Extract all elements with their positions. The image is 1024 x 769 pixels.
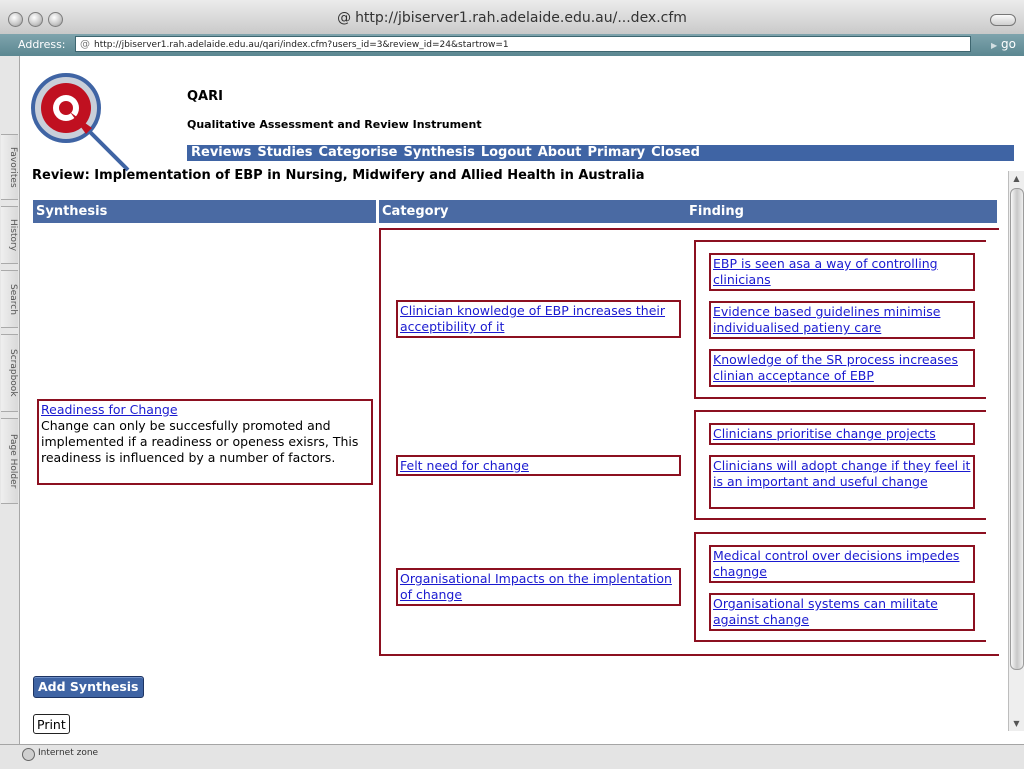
review-title: Review: Implementation of EBP in Nursing, Midwifery and Allied Health in Australia: [32, 168, 645, 183]
window-titlebar: [0, 0, 1024, 35]
at-icon: @: [80, 39, 90, 50]
finding-link[interactable]: Clinicians prioritise change projects: [713, 426, 936, 441]
category-link[interactable]: Organisational Impacts on the implentation of change: [400, 571, 672, 602]
finding-link[interactable]: Medical control over decisions impedes chagnge: [713, 548, 960, 579]
app-name: QARI: [187, 89, 223, 104]
finding-link[interactable]: Knowledge of the SR process increases clinian acceptance of EBP: [713, 352, 958, 383]
synthesis-column-header: Synthesis: [33, 200, 376, 223]
finding-column-header: Finding: [689, 204, 744, 219]
explorer-sidebar: [0, 56, 20, 744]
finding-link[interactable]: Evidence based guidelines minimise individualised patieny care: [713, 304, 941, 335]
globe-icon: [22, 748, 35, 761]
go-label: go: [1001, 37, 1016, 51]
status-text: Internet zone: [38, 748, 99, 758]
finding-box: [709, 593, 975, 631]
synthesis-box: [37, 399, 373, 485]
nav-about[interactable]: About: [537, 145, 582, 160]
scroll-thumb[interactable]: [1010, 188, 1024, 670]
finding-link[interactable]: Clinicians will adopt change if they feel it is an important and useful change: [713, 458, 971, 489]
print-button[interactable]: Print: [33, 714, 70, 734]
synthesis-link[interactable]: Readiness for Change: [41, 402, 178, 417]
at-icon: @: [337, 10, 352, 26]
nav-primary[interactable]: Primary: [587, 145, 646, 160]
go-button[interactable]: [991, 37, 1016, 51]
app-subtitle: Qualitative Assessment and Review Instrument: [187, 118, 482, 131]
nav-synthesis[interactable]: Synthesis: [403, 145, 475, 160]
sidebar-tab-label: History: [8, 218, 18, 252]
nav-reviews[interactable]: Reviews: [191, 145, 252, 160]
go-arrow-icon: ▶: [991, 41, 998, 50]
toolbar-toggle-button[interactable]: [990, 14, 1016, 26]
synthesis-description: Change can only be succesfully promoted and implemented if a readiness or openess exisrs, This readiness is influenced by a number of factors.: [41, 418, 359, 465]
sidebar-tab-history[interactable]: [1, 206, 18, 264]
finding-box: [709, 301, 975, 339]
nav-logout[interactable]: Logout: [480, 145, 532, 160]
sidebar-tab-label: Favorites: [8, 146, 18, 188]
category-link[interactable]: Felt need for change: [400, 458, 529, 473]
sidebar-tab-label: Search: [8, 283, 18, 315]
window-title-text: http://jbiserver1.rah.adelaide.edu.au/...dex.cfm: [355, 10, 687, 26]
finding-box: [709, 349, 975, 387]
sidebar-tab-label: Scrapbook: [8, 349, 18, 397]
sidebar-tab-search[interactable]: [1, 270, 18, 328]
window-title: [0, 10, 1024, 26]
sidebar-tab-scrapbook[interactable]: [1, 334, 18, 412]
nav-studies[interactable]: Studies: [257, 145, 313, 160]
address-bar: [0, 34, 1024, 56]
sidebar-tab-favorites[interactable]: [1, 134, 18, 200]
category-box: [396, 300, 681, 338]
finding-link[interactable]: Organisational systems can militate against change: [713, 596, 938, 627]
category-box: [396, 568, 681, 606]
finding-link[interactable]: EBP is seen asa a way of controlling clinicians: [713, 256, 938, 287]
category-link[interactable]: Clinician knowledge of EBP increases their acceptibility of it: [400, 303, 666, 334]
sidebar-tab-page-holder[interactable]: [1, 418, 18, 504]
category-box: [396, 455, 681, 476]
finding-box: [709, 253, 975, 291]
vertical-scrollbar[interactable]: [1008, 171, 1024, 731]
scroll-down-icon[interactable]: ▼: [1013, 719, 1020, 728]
main-nav: [187, 145, 1014, 161]
finding-box: [709, 455, 975, 509]
nav-closed[interactable]: Closed: [651, 145, 700, 160]
scroll-up-icon[interactable]: ▲: [1013, 174, 1020, 183]
address-input[interactable]: [75, 36, 971, 52]
finding-box: [709, 545, 975, 583]
finding-box: [709, 423, 975, 445]
qari-logo: [30, 72, 134, 172]
nav-categorise[interactable]: Categorise: [318, 145, 398, 160]
sidebar-tab-label: Page Holder: [8, 433, 18, 489]
category-header-label: Category: [382, 204, 449, 219]
status-bar: [0, 744, 1024, 769]
add-synthesis-button[interactable]: Add Synthesis: [33, 676, 144, 698]
category-column-header: [379, 200, 997, 223]
address-url: http://jbiserver1.rah.adelaide.edu.au/qari/index.cfm?users_id=3&review_id=24&startrow=1: [94, 40, 509, 50]
address-label: Address:: [18, 38, 66, 51]
